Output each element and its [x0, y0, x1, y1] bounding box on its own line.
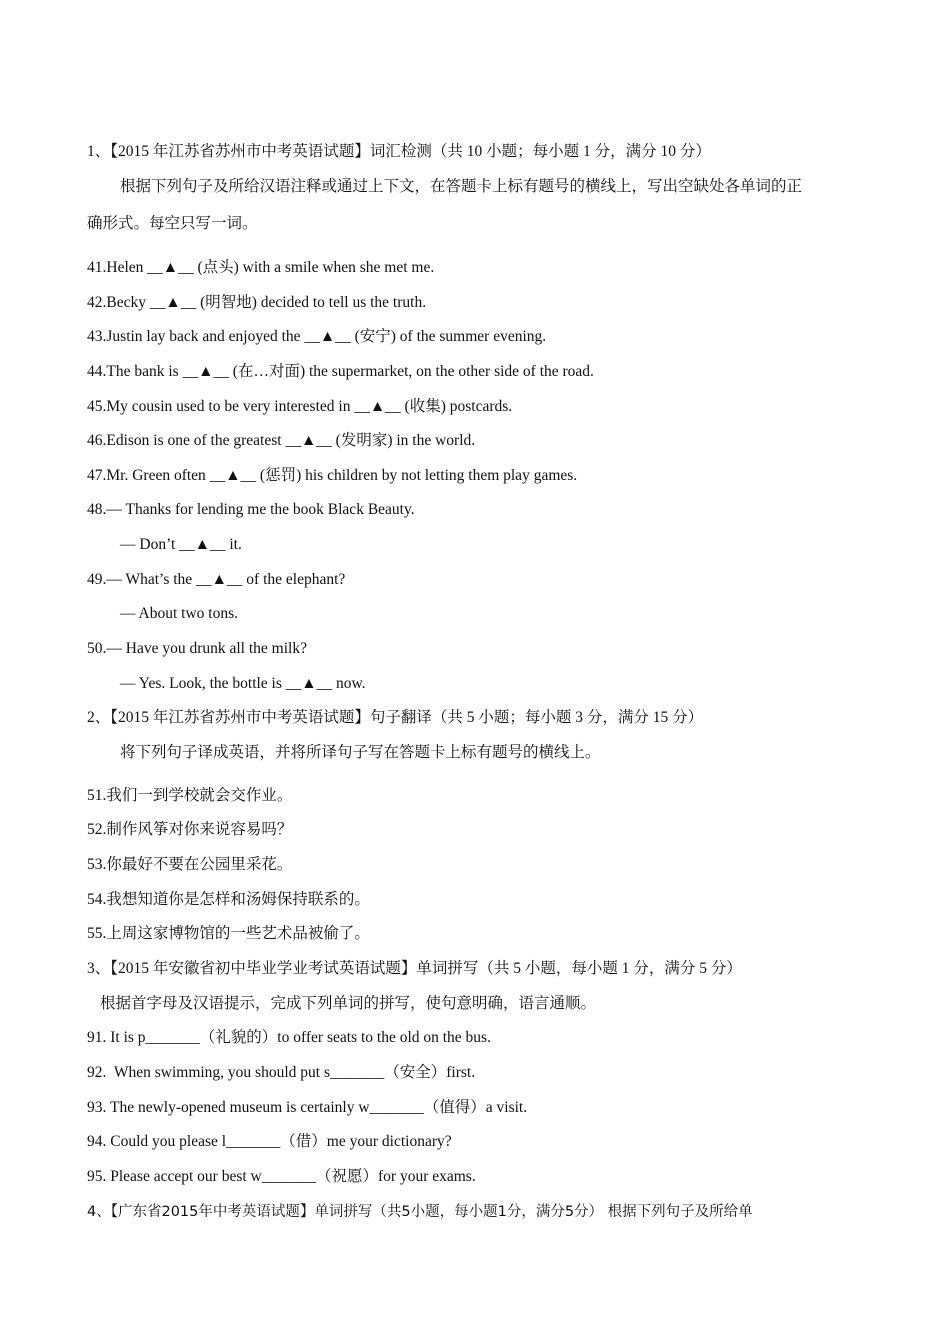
question-93: 93. The newly-opened museum is certainly w_______（值得）a visit. [87, 1099, 528, 1116]
answer-blank[interactable]: __▲__ [182, 363, 229, 380]
question-95: 95. Please accept our best w_______（祝愿）for your exams. [87, 1168, 476, 1185]
question-49-reply: — About two tons. [120, 605, 238, 622]
question-52: 52.制作风筝对你来说容易吗？ [87, 821, 293, 838]
answer-blank[interactable]: __▲__ [149, 294, 197, 311]
answer-blank[interactable]: __▲__ [179, 536, 226, 553]
section2-instruction: 将下列句子译成英语，并将所译句子写在答题卡上标有题号的横线上。 [120, 744, 601, 761]
section1-heading: 1、【2015 年江苏省苏州市中考英语试题】词汇检测（共 10 小题；每小题 1 分，满分 10 分） [87, 143, 711, 160]
section3-heading: 3、【2015 年安徽省初中毕业学业考试英语试题】单词拼写（共 5 小题，每小题 1 分，满分 5 分） [87, 960, 742, 977]
section2-heading: 2、【2015 年江苏省苏州市中考英语试题】句子翻译（共 5 小题；每小题 3 分，满分 15 分） [87, 709, 704, 726]
section1-instruction-line2: 确形式。每空只写一词。 [87, 215, 258, 232]
answer-blank[interactable]: __▲__ [285, 432, 332, 449]
answer-blank[interactable]: __▲__ [285, 675, 333, 692]
answer-blank[interactable]: __▲__ [209, 467, 257, 484]
section4-heading: 4、【广东省2015年中考英语试题】单词拼写（共5小题，每小题1分，满分5分） 根据下列句子及所给单 [87, 1204, 753, 1220]
question-48-reply: — Don’t __▲__ it. [120, 536, 242, 553]
question-50: 50.— Have you drunk all the milk? [87, 640, 307, 657]
question-55: 55.上周这家博物馆的一些艺术品被偷了。 [87, 925, 370, 942]
question-44: 44.The bank is __▲__ (在…对面) the supermarket, on the other side of the road. [87, 363, 594, 380]
section1-instruction-line1: 根据下列句子及所给汉语注释或通过上下文，在答题卡上标有题号的横线上，写出空缺处各单词的正 [120, 178, 803, 195]
answer-blank[interactable]: __▲__ [196, 571, 243, 588]
question-47: 47.Mr. Green often __▲__ (惩罚) his children by not letting them play games. [87, 467, 578, 484]
question-53: 53.你最好不要在公园里采花。 [87, 856, 293, 873]
answer-blank[interactable]: __▲__ [354, 398, 401, 415]
question-46: 46.Edison is one of the greatest __▲__ (发明家) in the world. [87, 432, 476, 449]
question-41: 41.Helen __▲__ (点头) with a smile when she met me. [87, 259, 435, 276]
question-43: 43.Justin lay back and enjoyed the __▲__ (安宁) of the summer evening. [87, 328, 547, 345]
answer-blank[interactable]: __▲__ [147, 259, 194, 276]
question-42: 42.Becky __▲__ (明智地) decided to tell us the truth. [87, 294, 427, 311]
question-48: 48.— Thanks for lending me the book Black Beauty. [87, 501, 415, 518]
question-92: 92. When swimming, you should put s_______（安全）first. [87, 1064, 476, 1081]
question-91: 91. It is p_______（礼貌的）to offer seats to the old on the bus. [87, 1029, 491, 1046]
question-50-reply: — Yes. Look, the bottle is __▲__ now. [120, 675, 366, 692]
question-54: 54.我想知道你是怎样和汤姆保持联系的。 [87, 891, 370, 908]
question-49: 49.— What’s the __▲__ of the elephant? [87, 571, 346, 588]
question-45: 45.My cousin used to be very interested in __▲__ (收集) postcards. [87, 398, 513, 415]
section3-instruction: 根据首字母及汉语提示，完成下列单词的拼写，使句意明确，语言通顺。 [100, 995, 597, 1012]
question-51: 51.我们一到学校就会交作业。 [87, 787, 293, 804]
answer-blank[interactable]: __▲__ [304, 328, 351, 345]
question-94: 94. Could you please l_______（借）me your dictionary? [87, 1133, 452, 1150]
